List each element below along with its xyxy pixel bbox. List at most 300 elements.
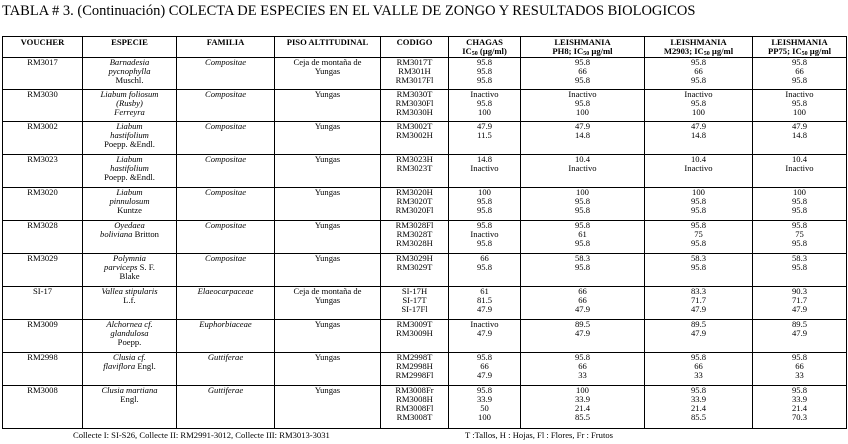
pp75-value: 95.8 (791, 385, 808, 395)
cell-codigo (381, 386, 449, 429)
chagas-value: 95.8 (476, 196, 493, 206)
chagas-value: 95.8 (476, 238, 493, 248)
codigo-value: RM2998Fl (395, 370, 434, 380)
ph8-value: 66 (578, 295, 587, 305)
pp75-value: 70.3 (791, 412, 808, 422)
chagas-value: 14.8 (476, 154, 493, 164)
m2903-value: 83.3 (690, 286, 707, 296)
header-leish-ph8-l1: LEISHMANIA (554, 37, 611, 47)
cell-pp75 (753, 386, 847, 429)
codigo-value: RM3020H (396, 187, 433, 197)
chagas-value: Inactivo (470, 163, 499, 173)
cell-ph8 (521, 122, 645, 155)
codigo-value: RM3008Fl (395, 403, 434, 413)
pp75-value: Inactivo (785, 163, 814, 173)
chagas-value: 95.8 (476, 205, 493, 215)
cell-especie (83, 254, 177, 287)
pp75-value: 47.9 (791, 121, 808, 131)
cell-ph8 (521, 155, 645, 188)
especie-line: Liabum (116, 187, 143, 197)
cell-especie (83, 386, 177, 429)
especie-line: flaviflora Engl. (103, 361, 156, 371)
ph8-value: 95.8 (574, 205, 591, 215)
header-chagas-l2: $IC_{50}$ (µg/ml) (462, 45, 507, 57)
ph8-value: 95.8 (574, 57, 591, 67)
pp75-value: 95.8 (791, 205, 808, 215)
chagas-value: 95.8 (476, 75, 493, 85)
cell-chagas (449, 90, 521, 122)
pp75-value: 89.5 (791, 319, 808, 329)
codigo-value: RM3008H (396, 394, 433, 404)
cell-familia: Guttiferae (177, 386, 275, 429)
cell-familia: Compositae (177, 155, 275, 188)
chagas-value: 81.5 (476, 295, 493, 305)
cell-especie (83, 188, 177, 221)
codigo-value: RM301H (398, 66, 431, 76)
especie-line: Barnadesia (109, 57, 150, 67)
cell-m2903 (645, 122, 753, 155)
m2903-value: 95.8 (690, 220, 707, 230)
m2903-value: 95.8 (690, 57, 707, 67)
codigo-value: RM3020Fl (395, 205, 434, 215)
ph8-value: 95.8 (574, 352, 591, 362)
ph8-value: 47.9 (574, 328, 591, 338)
especie-line: Liabum foliosum (100, 89, 159, 99)
chagas-value: 95.8 (476, 352, 493, 362)
codigo-value: RM2998T (396, 352, 433, 362)
chagas-value: 66 (480, 253, 489, 263)
cell-pp75 (753, 287, 847, 320)
cell-ph8 (521, 90, 645, 122)
chagas-value: 100 (478, 107, 491, 117)
pp75-value: 100 (793, 187, 806, 197)
cell-ph8 (521, 188, 645, 221)
chagas-value: Inactivo (470, 89, 499, 99)
pp75-value: 95.8 (791, 75, 808, 85)
pp75-value: 100 (793, 107, 806, 117)
m2903-value: 95.8 (690, 385, 707, 395)
cell-especie (83, 90, 177, 122)
especie-line: Liabum (116, 121, 143, 131)
cell-pp75 (753, 58, 847, 90)
table-row (3, 188, 847, 221)
cell-chagas (449, 254, 521, 287)
cell-voucher: RM3002 (3, 122, 83, 155)
cell-piso (275, 320, 381, 353)
cell-voucher: RM3009 (3, 320, 83, 353)
cell-familia: Compositae (177, 90, 275, 122)
ph8-value: Inactivo (568, 163, 597, 173)
cell-especie (83, 155, 177, 188)
cell-voucher: RM3020 (3, 188, 83, 221)
cell-codigo (381, 188, 449, 221)
cell-codigo (381, 320, 449, 353)
chagas-value: 95.8 (476, 220, 493, 230)
cell-chagas (449, 221, 521, 254)
pp75-value: 95.8 (791, 57, 808, 67)
cell-familia: Compositae (177, 122, 275, 155)
pp75-value: 95.8 (791, 196, 808, 206)
especie-line: Poepp. &Endl. (104, 139, 155, 149)
m2903-value: 100 (692, 187, 705, 197)
codigo-value: RM3017T (396, 57, 433, 67)
especie-line: Poepp. &Endl. (104, 172, 155, 182)
header-leish-pp75-l1: LEISHMANIA (771, 37, 828, 47)
especie-line: Oyedaea (114, 220, 145, 230)
cell-chagas (449, 122, 521, 155)
cell-pp75 (753, 320, 847, 353)
header-leish-m2903-l1: LEISHMANIA (670, 37, 727, 47)
especie-line: glandulosa (110, 328, 149, 338)
codigo-value: RM3008Fr (395, 385, 434, 395)
cell-piso (275, 386, 381, 429)
cell-pp75 (753, 122, 847, 155)
table-row (3, 122, 847, 155)
cell-chagas (449, 353, 521, 386)
codigo-value: RM3008T (396, 412, 433, 422)
ph8-value: 58.3 (574, 253, 591, 263)
ph8-value: 100 (576, 385, 589, 395)
cell-codigo (381, 90, 449, 122)
cell-voucher: RM3017 (3, 58, 83, 90)
ph8-value: Inactivo (568, 89, 597, 99)
especie-line: Vallea stipularis (101, 286, 158, 296)
ph8-value: 100 (576, 107, 589, 117)
m2903-value: 89.5 (690, 319, 707, 329)
piso-line: Yungas (314, 253, 341, 263)
table-row (3, 287, 847, 320)
codigo-value: RM2998H (396, 361, 433, 371)
m2903-value: 58.3 (690, 253, 707, 263)
especie-line: Muschl. (115, 75, 144, 85)
header-voucher: VOUCHER (3, 37, 83, 58)
especie-line: Clusia martiana (101, 385, 158, 395)
codigo-value: RM3009H (396, 328, 433, 338)
header-leish-ph8 (521, 37, 645, 58)
cell-ph8 (521, 58, 645, 90)
codigo-value: RM3028H (396, 238, 433, 248)
header-leish-pp75-l2: PP75; $IC_{50}$ µg/ml (768, 45, 831, 57)
cell-familia: Compositae (177, 58, 275, 90)
cell-ph8 (521, 287, 645, 320)
especie-line: hastifolium (110, 163, 149, 173)
table-row (3, 58, 847, 90)
ph8-value: 100 (576, 187, 589, 197)
piso-line: Yungas (314, 66, 341, 76)
chagas-value: 47.9 (476, 304, 493, 314)
header-leish-m2903 (645, 37, 753, 58)
pp75-value: 95.8 (791, 220, 808, 230)
header-familia: FAMILIA (177, 37, 275, 58)
results-table (2, 36, 847, 429)
codigo-value: RM3017Fl (395, 75, 434, 85)
codigo-value: RM3020T (396, 196, 433, 206)
table-row (3, 90, 847, 122)
pp75-value: 21.4 (791, 403, 808, 413)
cell-pp75 (753, 221, 847, 254)
cell-ph8 (521, 386, 645, 429)
cell-ph8 (521, 221, 645, 254)
cell-especie (83, 122, 177, 155)
ph8-value: 95.8 (574, 75, 591, 85)
cell-piso (275, 221, 381, 254)
m2903-value: Inactivo (684, 163, 713, 173)
header-chagas-l1: CHAGAS (466, 37, 503, 47)
cell-voucher: SI-17 (3, 287, 83, 320)
chagas-value: 95.8 (476, 57, 493, 67)
m2903-value: 33 (694, 370, 703, 380)
header-leish-m2903-l2: M2903; $IC_{50}$ µg/ml (663, 45, 734, 57)
cell-pp75 (753, 188, 847, 221)
ph8-value: 66 (578, 66, 587, 76)
especie-line: Poepp. (117, 337, 142, 347)
chagas-value: 50 (480, 403, 489, 413)
m2903-value: 95.8 (690, 262, 707, 272)
m2903-value: 66 (694, 361, 703, 371)
especie-line: Blake (119, 271, 140, 281)
cell-chagas (449, 155, 521, 188)
cell-especie (83, 353, 177, 386)
header-chagas (449, 37, 521, 58)
especie-line: Liabum (116, 154, 143, 164)
especie-line: L.f. (123, 295, 136, 305)
especie-line: boliviana Britton (100, 229, 159, 239)
cell-codigo (381, 353, 449, 386)
ph8-value: 95.8 (574, 220, 591, 230)
pp75-value: 58.3 (791, 253, 808, 263)
pp75-value: 95.8 (791, 262, 808, 272)
chagas-value: 95.8 (476, 385, 493, 395)
cell-voucher: RM3028 (3, 221, 83, 254)
ph8-value: 89.5 (574, 319, 591, 329)
cell-piso (275, 122, 381, 155)
ph8-value: 47.9 (574, 304, 591, 314)
chagas-value: 95.8 (476, 98, 493, 108)
cell-chagas (449, 188, 521, 221)
cell-especie (83, 320, 177, 353)
especie-line: Engl. (120, 394, 139, 404)
codigo-value: RM3029T (396, 262, 433, 272)
pp75-value: 95.8 (791, 352, 808, 362)
pp75-value: 66 (795, 361, 804, 371)
pp75-value: 14.8 (791, 130, 808, 140)
m2903-value: 95.8 (690, 205, 707, 215)
chagas-value: 66 (480, 361, 489, 371)
cell-m2903 (645, 353, 753, 386)
piso-line: Yungas (314, 352, 341, 362)
ph8-value: 95.8 (574, 196, 591, 206)
m2903-value: 10.4 (690, 154, 707, 164)
cell-voucher: RM3030 (3, 90, 83, 122)
codigo-value: SI-17Fl (401, 304, 428, 314)
codigo-value: RM3029H (396, 253, 433, 263)
pp75-value: 71.7 (791, 295, 808, 305)
piso-line: Ceja de montaña de (293, 286, 362, 296)
piso-line: Yungas (314, 154, 341, 164)
header-row (3, 37, 847, 58)
cell-voucher: RM3008 (3, 386, 83, 429)
piso-line: Yungas (314, 319, 341, 329)
especie-line: Polymnia (113, 253, 146, 263)
cell-m2903 (645, 221, 753, 254)
pp75-value: 95.8 (791, 98, 808, 108)
cell-familia: Guttiferae (177, 353, 275, 386)
table-row (3, 386, 847, 429)
ph8-value: 66 (578, 361, 587, 371)
cell-ph8 (521, 254, 645, 287)
header-leish-pp75 (753, 37, 847, 58)
chagas-value: 100 (478, 187, 491, 197)
m2903-value: 47.9 (690, 121, 707, 131)
ph8-value: 95.8 (574, 98, 591, 108)
header-codigo: CODIGO (381, 37, 449, 58)
table-row (3, 221, 847, 254)
m2903-value: 100 (692, 107, 705, 117)
cell-piso (275, 155, 381, 188)
m2903-value: 21.4 (690, 403, 707, 413)
chagas-value: 33.9 (476, 394, 493, 404)
codigo-value: RM3030H (396, 107, 433, 117)
m2903-value: 71.7 (690, 295, 707, 305)
cell-especie (83, 287, 177, 320)
cell-piso (275, 287, 381, 320)
piso-line: Yungas (314, 220, 341, 230)
codigo-value: SI-17H (401, 286, 428, 296)
table-row (3, 155, 847, 188)
chagas-value: 47.9 (476, 328, 493, 338)
ph8-value: 47.9 (574, 121, 591, 131)
m2903-value: 47.9 (690, 328, 707, 338)
cell-piso (275, 188, 381, 221)
codigo-value: RM3023T (396, 163, 433, 173)
cell-codigo (381, 221, 449, 254)
pp75-value: 33 (795, 370, 804, 380)
cell-voucher: RM3029 (3, 254, 83, 287)
footer-legend: T :Tallos, H : Hojas, Fl : Flores, Fr : Frutos (465, 430, 613, 440)
ph8-value: 10.4 (574, 154, 591, 164)
codigo-value: RM3023H (396, 154, 433, 164)
codigo-value: RM3030T (396, 89, 433, 99)
especie-line: Alchornea cf. (106, 319, 153, 329)
chagas-value: Inactivo (470, 229, 499, 239)
especie-line: Ferreyra (114, 107, 145, 117)
table-row (3, 320, 847, 353)
chagas-value: 47.9 (476, 121, 493, 131)
ph8-value: 95.8 (574, 238, 591, 248)
cell-voucher: RM2998 (3, 353, 83, 386)
table-title: TABLA # 3. (Continuación) COLECTA DE ESPECIES EN EL VALLE DE ZONGO Y RESULTADOS BIOLOGICOS (2, 3, 696, 19)
m2903-value: 95.8 (690, 75, 707, 85)
ph8-value: 66 (578, 286, 587, 296)
cell-ph8 (521, 320, 645, 353)
cell-familia: Compositae (177, 254, 275, 287)
piso-line: Yungas (314, 385, 341, 395)
codigo-value: RM3002T (396, 121, 433, 131)
m2903-value: 14.8 (690, 130, 707, 140)
codigo-value: RM3028Fl (395, 220, 434, 230)
piso-line: Yungas (314, 295, 341, 305)
codigo-value: RM3002H (396, 130, 433, 140)
cell-piso (275, 353, 381, 386)
cell-m2903 (645, 58, 753, 90)
cell-piso (275, 90, 381, 122)
pp75-value: 66 (795, 66, 804, 76)
cell-codigo (381, 287, 449, 320)
cell-chagas (449, 58, 521, 90)
m2903-value: 66 (694, 66, 703, 76)
cell-piso (275, 254, 381, 287)
cell-familia: Compositae (177, 188, 275, 221)
codigo-value: RM3028T (396, 229, 433, 239)
cell-voucher: RM3023 (3, 155, 83, 188)
cell-chagas (449, 320, 521, 353)
ph8-value: 14.8 (574, 130, 591, 140)
ph8-value: 95.8 (574, 262, 591, 272)
cell-m2903 (645, 386, 753, 429)
header-piso: PISO ALTITUDINAL (275, 37, 381, 58)
pp75-value: 10.4 (791, 154, 808, 164)
piso-line: Yungas (314, 187, 341, 197)
cell-m2903 (645, 90, 753, 122)
pp75-value: 47.9 (791, 304, 808, 314)
ph8-value: 21.4 (574, 403, 591, 413)
cell-pp75 (753, 155, 847, 188)
especie-line: (Rusby) (116, 98, 143, 108)
especie-line: pycnophylla (108, 66, 151, 76)
m2903-value: 33.9 (690, 394, 707, 404)
pp75-value: 47.9 (791, 328, 808, 338)
cell-chagas (449, 287, 521, 320)
cell-m2903 (645, 320, 753, 353)
cell-familia: Euphorbiaceae (177, 320, 275, 353)
cell-m2903 (645, 155, 753, 188)
m2903-value: 95.8 (690, 238, 707, 248)
especie-line: Clusia cf. (113, 352, 146, 362)
pp75-value: 95.8 (791, 238, 808, 248)
cell-pp75 (753, 90, 847, 122)
table-row (3, 254, 847, 287)
especie-line: Kuntze (117, 205, 142, 215)
cell-codigo (381, 254, 449, 287)
cell-codigo (381, 122, 449, 155)
cell-pp75 (753, 254, 847, 287)
m2903-value: 47.9 (690, 304, 707, 314)
m2903-value: Inactivo (684, 89, 713, 99)
chagas-value: 47.9 (476, 370, 493, 380)
cell-piso (275, 58, 381, 90)
cell-pp75 (753, 353, 847, 386)
m2903-value: 95.8 (690, 98, 707, 108)
cell-m2903 (645, 254, 753, 287)
cell-m2903 (645, 188, 753, 221)
especie-line: parviceps S. F. (104, 262, 155, 272)
chagas-value: 95.8 (476, 262, 493, 272)
chagas-value: 95.8 (476, 66, 493, 76)
cell-especie (83, 58, 177, 90)
cell-familia: Elaeocarpaceae (177, 287, 275, 320)
chagas-value: Inactivo (470, 319, 499, 329)
piso-line: Ceja de montaña de (293, 57, 362, 67)
cell-familia: Compositae (177, 221, 275, 254)
cell-chagas (449, 386, 521, 429)
ph8-value: 33 (578, 370, 587, 380)
chagas-value: 61 (480, 286, 489, 296)
footer-collections: Collecte I: SI-S26, Collecte II: RM2991-3012, Collecte III: RM3013-3031 (73, 430, 330, 440)
pp75-value: 90.3 (791, 286, 808, 296)
pp75-value: 75 (795, 229, 804, 239)
codigo-value: SI-17T (402, 295, 427, 305)
piso-line: Yungas (314, 121, 341, 131)
